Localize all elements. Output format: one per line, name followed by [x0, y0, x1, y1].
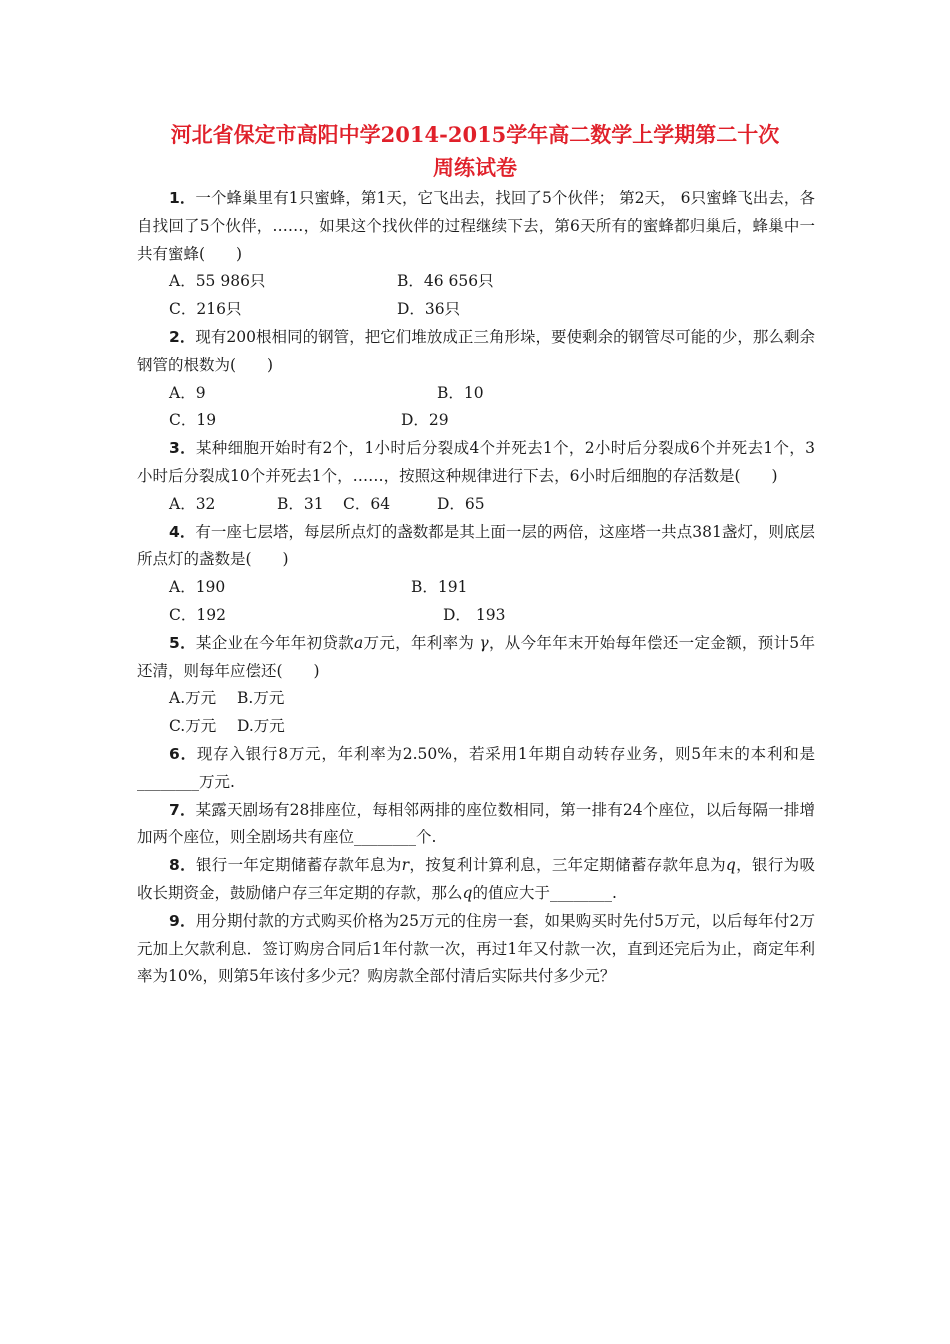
question-number: 5 [169, 633, 180, 652]
question-8: 8．银行一年定期储蓄存款年息为r，按复利计算利息，三年定期储蓄存款年息为q，银行为吸收长期资金，鼓励储户存三年定期的存款，那么q的值应大于________. [137, 856, 815, 902]
option-b: B.万元 [237, 689, 285, 708]
option-a: A．55 986只 [169, 272, 266, 291]
question-5: 5．某企业在今年年初贷款a万元，年利率为 γ，从今年年末开始每年偿还一定金额，预计5年还清，则每年应偿还( ) [137, 633, 815, 680]
questions-body [137, 185, 815, 991]
question-1-options-row-1 [137, 268, 815, 296]
option-d: D． 193 [443, 605, 506, 624]
document-title-line-1: 河北省保定市高阳中学2014-2015学年高二数学上学期第二十次 [170, 122, 780, 147]
option-d: D.万元 [237, 717, 285, 736]
question-5-options-row-1 [137, 685, 815, 713]
option-c: C．64 [343, 494, 391, 513]
question-text: 某企业在今年年初贷款 [195, 633, 354, 652]
question-6: 6．现存入银行8万元，年利率为2.50%，若采用1年期自动转存业务，则5年末的本利和是________万元. [137, 744, 815, 791]
option-d: D．65 [437, 494, 485, 513]
question-9: 9．用分期付款的方式购买价格为25万元的住房一套，如果购买时先付5万元，以后每年付2万元加上欠款利息．签订购房合同后1年付款一次，再过1年又付款一次，直到还完后为止，商定年利率为10%，则第5年该付多少元？购房款全部付清后实际共付多少元？ [137, 911, 815, 986]
question-3-options-row [137, 491, 815, 519]
variable-q: q [462, 883, 473, 902]
question-text: 万元，年利率为 [363, 633, 480, 652]
question-4-options-row-1 [137, 574, 815, 602]
option-a: A．190 [169, 578, 226, 597]
question-4: 4．有一座七层塔，每层所点灯的盏数都是其上面一层的两倍，这座塔一共点381盏灯，则底层所点灯的盏数是( ) [137, 522, 815, 569]
question-number: 2 [169, 327, 180, 346]
question-2-options-row-2 [137, 407, 815, 435]
question-1: 1．一个蜂巢里有1只蜜蜂，第1天，它飞出去，找回了5个伙伴； 第2天， 6只蜜蜂飞出去，各自找回了5个伙伴，……，如果这个找伙伴的过程继续下去，第6天所有的蜜蜂都归巢后，蜂巢中一共有蜜蜂( ) [137, 189, 815, 263]
question-number: 8 [169, 856, 180, 875]
question-number: 4 [169, 522, 180, 541]
variable-r: r [401, 856, 410, 875]
question-2: 2．现有200根相同的钢管，把它们堆放成正三角形垛，要使剩余的钢管尽可能的少，那么剩余钢管的根数为( ) [137, 327, 815, 374]
option-d: D．29 [401, 411, 449, 430]
question-text: 用分期付款的方式购买价格为25万元的住房一套，如果购买时先付5万元，以后每年付2万元加上欠款利息．签订购房合同后1年付款一次，再过1年又付款一次，直到还完后为止，商定年利率为10%，则第5年该付多少元？购房款全部付清后实际共付多少元？ [137, 911, 815, 986]
question-number: 3 [169, 439, 180, 458]
question-text: 某种细胞开始时有2个，1小时后分裂成4个并死去1个，2小时后分裂成6个并死去1个，3小时后分裂成10个并死去1个，……，按照这种规律进行下去，6小时后细胞的存活数是( ) [137, 439, 815, 485]
variable-a: a [353, 633, 364, 652]
question-number: 6 [169, 744, 180, 763]
question-text: ，银行为吸收长期资金，鼓励储户存三年定期的存款，那么 [137, 856, 815, 902]
variable-gamma: γ [479, 633, 489, 652]
question-1-options-row-2 [137, 296, 815, 324]
option-a: A．32 [169, 494, 216, 513]
option-b: B．191 [411, 578, 468, 597]
question-text: 现存入银行8万元，年利率为2.50%，若采用1年期自动转存业务，则5年末的本利和是________万元. [137, 744, 815, 791]
option-a: A．9 [169, 383, 206, 402]
question-number: 1 [169, 189, 180, 207]
question-2-options-row-1 [137, 380, 815, 408]
option-b: B．10 [437, 383, 484, 402]
option-b: B．46 656只 [397, 272, 494, 291]
document-title-line-2: 周练试卷 [433, 155, 517, 180]
option-c: C．216只 [169, 300, 242, 319]
option-b: B．31 [277, 494, 324, 513]
question-text: 银行一年定期储蓄存款年息为 [195, 856, 402, 875]
option-c: C．192 [169, 605, 226, 624]
question-3: 3．某种细胞开始时有2个，1小时后分裂成4个并死去1个，2小时后分裂成6个并死去1个，3小时后分裂成10个并死去1个，……，按照这种规律进行下去，6小时后细胞的存活数是( ) [137, 439, 815, 485]
question-number: 9 [169, 911, 180, 930]
variable-q: q [725, 856, 736, 875]
option-c: C．19 [169, 411, 217, 430]
question-text: 一个蜂巢里有1只蜜蜂，第1天，它飞出去，找回了5个伙伴； 第2天， 6只蜜蜂飞出去，各自找回了5个伙伴，……，如果这个找伙伴的过程继续下去，第6天所有的蜜蜂都归巢后，蜂巢中一共有蜜蜂( ) [137, 189, 815, 263]
question-text: 有一座七层塔，每层所点灯的盏数都是其上面一层的两倍，这座塔一共点381盏灯，则底层所点灯的盏数是( ) [137, 522, 815, 569]
question-text: ，从今年年末开始每年偿还一定金额，预计5年还清，则每年应偿还( ) [137, 633, 815, 680]
question-text: 的值应大于________. [472, 883, 617, 902]
option-a: A.万元 [169, 689, 217, 708]
option-d: D．36只 [397, 300, 461, 319]
option-c: C.万元 [169, 717, 217, 736]
question-7: 7．某露天剧场有28排座位，每相邻两排的座位数相同，第一排有24个座位，以后每隔一排增加两个座位，则全剧场共有座位________个. [137, 800, 815, 847]
question-text: 某露天剧场有28排座位，每相邻两排的座位数相同，第一排有24个座位，以后每隔一排增加两个座位，则全剧场共有座位________个. [137, 800, 815, 847]
question-4-options-row-2 [137, 602, 815, 630]
question-number: 7 [169, 800, 180, 819]
question-text: ，按复利计算利息，三年定期储蓄存款年息为 [409, 856, 726, 875]
question-text: 现有200根相同的钢管，把它们堆放成正三角形垛，要使剩余的钢管尽可能的少，那么剩余钢管的根数为( ) [137, 327, 815, 374]
question-5-options-row-2 [137, 713, 815, 741]
